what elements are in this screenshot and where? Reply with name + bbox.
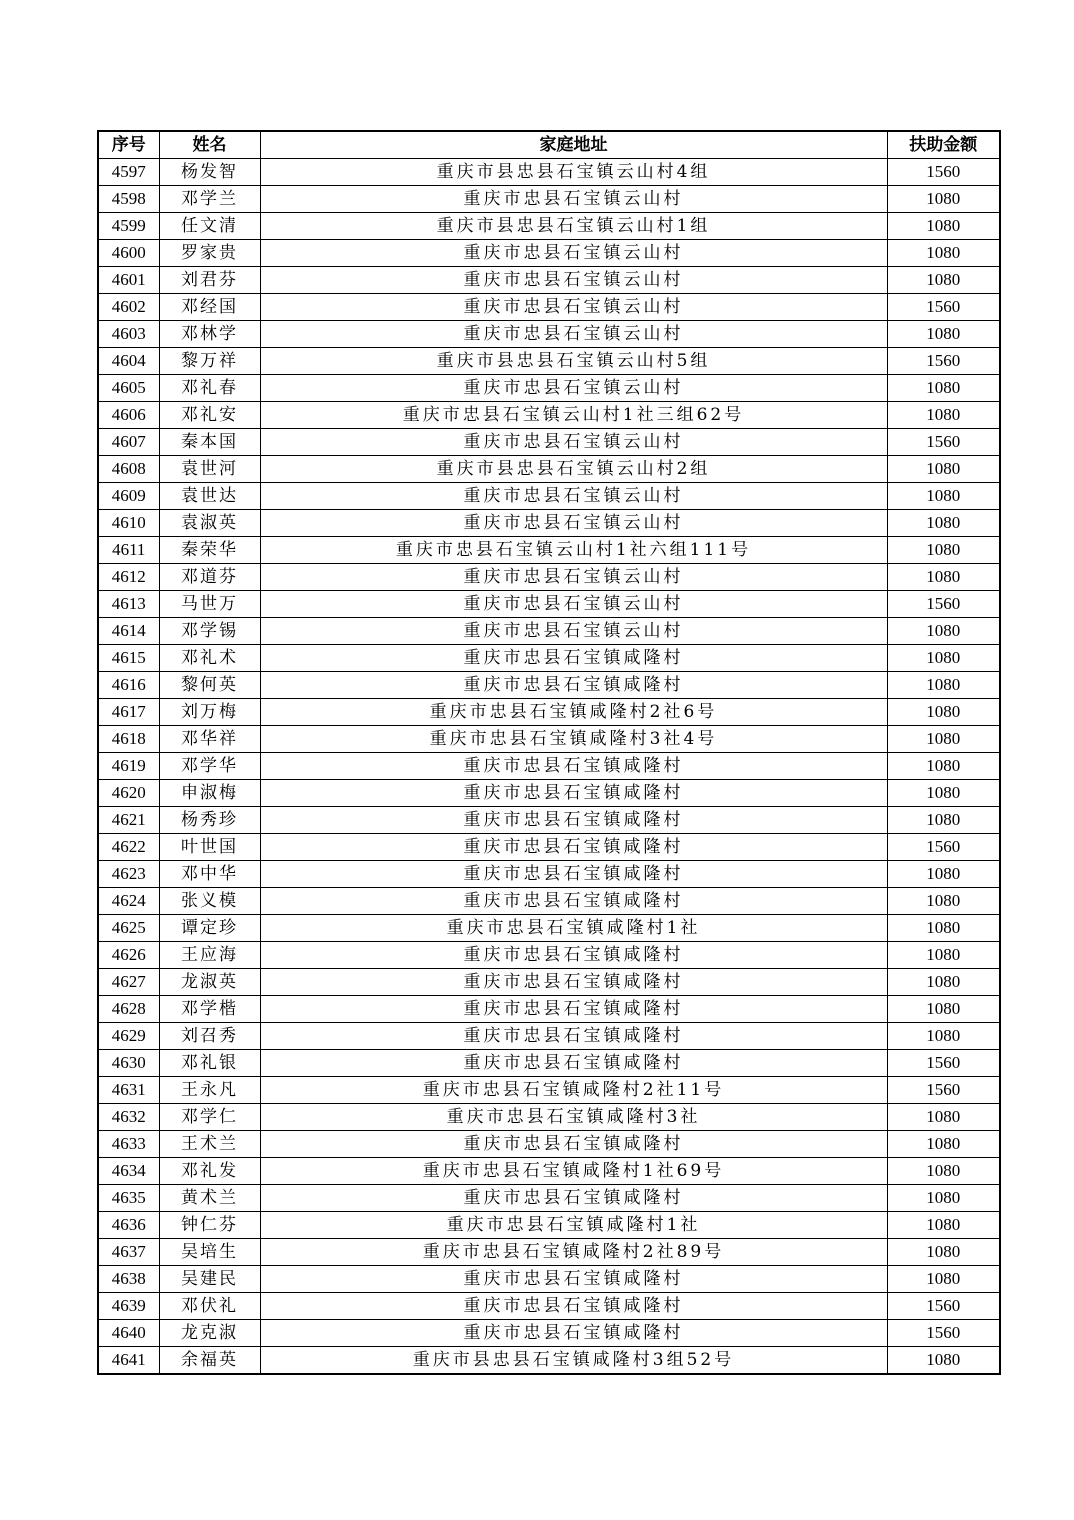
name-cell: 叶世国: [159, 834, 260, 861]
table-row: [98, 213, 1000, 240]
header-row: [98, 131, 1000, 159]
serial-no-cell: 4638: [98, 1266, 159, 1293]
serial-no-cell: 4631: [98, 1077, 159, 1104]
name-cell: 邓道芬: [159, 564, 260, 591]
name-cell: 袁世达: [159, 483, 260, 510]
amount-cell: 1080: [887, 672, 1000, 699]
amount-cell: 1080: [887, 753, 1000, 780]
address-cell: 重庆市忠县石宝镇云山村: [260, 429, 887, 456]
serial-no-cell: 4612: [98, 564, 159, 591]
table-row: [98, 672, 1000, 699]
table-row: [98, 1293, 1000, 1320]
serial-no-cell: 4599: [98, 213, 159, 240]
table-row: [98, 1023, 1000, 1050]
table-row: [98, 618, 1000, 645]
amount-cell: 1080: [887, 1131, 1000, 1158]
address-cell: 重庆市忠县石宝镇咸隆村: [260, 1050, 887, 1077]
address-cell: 重庆市忠县石宝镇咸隆村: [260, 942, 887, 969]
header-home-address: 家庭地址: [260, 131, 887, 159]
amount-cell: 1080: [887, 240, 1000, 267]
header-name: 姓名: [159, 131, 260, 159]
table-row: [98, 915, 1000, 942]
table-row: [98, 645, 1000, 672]
address-cell: 重庆市县忠县石宝镇云山村4组: [260, 159, 887, 186]
amount-cell: 1560: [887, 1320, 1000, 1347]
name-cell: 申淑梅: [159, 780, 260, 807]
address-cell: 重庆市忠县石宝镇咸隆村: [260, 969, 887, 996]
serial-no-cell: 4601: [98, 267, 159, 294]
address-cell: 重庆市忠县石宝镇云山村: [260, 321, 887, 348]
assistance-table: [97, 130, 1001, 1375]
amount-cell: 1080: [887, 969, 1000, 996]
name-cell: 邓经国: [159, 294, 260, 321]
header-assistance-amount: 扶助金额: [887, 131, 1000, 159]
serial-no-cell: 4619: [98, 753, 159, 780]
address-cell: 重庆市忠县石宝镇咸隆村2社89号: [260, 1239, 887, 1266]
name-cell: 龙克淑: [159, 1320, 260, 1347]
address-cell: 重庆市忠县石宝镇云山村: [260, 186, 887, 213]
name-cell: 邓礼春: [159, 375, 260, 402]
header-serial-no: 序号: [98, 131, 159, 159]
address-cell: 重庆市忠县石宝镇咸隆村: [260, 1293, 887, 1320]
table-row: [98, 402, 1000, 429]
amount-cell: 1080: [887, 618, 1000, 645]
name-cell: 杨秀珍: [159, 807, 260, 834]
amount-cell: 1080: [887, 1185, 1000, 1212]
address-cell: 重庆市忠县石宝镇云山村: [260, 591, 887, 618]
address-cell: 重庆市忠县石宝镇咸隆村: [260, 1320, 887, 1347]
name-cell: 刘君芬: [159, 267, 260, 294]
serial-no-cell: 4641: [98, 1347, 159, 1375]
serial-no-cell: 4605: [98, 375, 159, 402]
amount-cell: 1080: [887, 456, 1000, 483]
amount-cell: 1080: [887, 1158, 1000, 1185]
table-row: [98, 1212, 1000, 1239]
amount-cell: 1080: [887, 321, 1000, 348]
name-cell: 刘万梅: [159, 699, 260, 726]
address-cell: 重庆市忠县石宝镇咸隆村3社: [260, 1104, 887, 1131]
amount-cell: 1080: [887, 510, 1000, 537]
address-cell: 重庆市忠县石宝镇咸隆村: [260, 1266, 887, 1293]
amount-cell: 1080: [887, 1347, 1000, 1375]
address-cell: 重庆市县忠县石宝镇咸隆村3组52号: [260, 1347, 887, 1375]
table-row: [98, 186, 1000, 213]
serial-no-cell: 4617: [98, 699, 159, 726]
amount-cell: 1080: [887, 375, 1000, 402]
name-cell: 刘召秀: [159, 1023, 260, 1050]
serial-no-cell: 4636: [98, 1212, 159, 1239]
name-cell: 邓学仁: [159, 1104, 260, 1131]
address-cell: 重庆市忠县石宝镇云山村: [260, 483, 887, 510]
amount-cell: 1080: [887, 942, 1000, 969]
name-cell: 钟仁芬: [159, 1212, 260, 1239]
address-cell: 重庆市忠县石宝镇咸隆村2社11号: [260, 1077, 887, 1104]
amount-cell: 1560: [887, 429, 1000, 456]
serial-no-cell: 4633: [98, 1131, 159, 1158]
serial-no-cell: 4608: [98, 456, 159, 483]
name-cell: 秦本国: [159, 429, 260, 456]
name-cell: 张义模: [159, 888, 260, 915]
table-row: [98, 969, 1000, 996]
address-cell: 重庆市忠县石宝镇云山村: [260, 618, 887, 645]
serial-no-cell: 4634: [98, 1158, 159, 1185]
serial-no-cell: 4615: [98, 645, 159, 672]
table-row: [98, 375, 1000, 402]
address-cell: 重庆市忠县石宝镇咸隆村: [260, 780, 887, 807]
amount-cell: 1080: [887, 726, 1000, 753]
name-cell: 谭定珍: [159, 915, 260, 942]
name-cell: 黎何英: [159, 672, 260, 699]
serial-no-cell: 4620: [98, 780, 159, 807]
address-cell: 重庆市忠县石宝镇咸隆村: [260, 672, 887, 699]
address-cell: 重庆市忠县石宝镇云山村1社三组62号: [260, 402, 887, 429]
name-cell: 王永凡: [159, 1077, 260, 1104]
table-row: [98, 780, 1000, 807]
serial-no-cell: 4603: [98, 321, 159, 348]
address-cell: 重庆市忠县石宝镇咸隆村: [260, 861, 887, 888]
amount-cell: 1080: [887, 1212, 1000, 1239]
name-cell: 秦荣华: [159, 537, 260, 564]
serial-no-cell: 4607: [98, 429, 159, 456]
table-row: [98, 1320, 1000, 1347]
address-cell: 重庆市忠县石宝镇云山村1社六组111号: [260, 537, 887, 564]
amount-cell: 1560: [887, 159, 1000, 186]
table-row: [98, 1050, 1000, 1077]
address-cell: 重庆市忠县石宝镇云山村: [260, 510, 887, 537]
amount-cell: 1080: [887, 780, 1000, 807]
serial-no-cell: 4614: [98, 618, 159, 645]
address-cell: 重庆市县忠县石宝镇云山村5组: [260, 348, 887, 375]
address-cell: 重庆市忠县石宝镇咸隆村: [260, 645, 887, 672]
table-row: [98, 429, 1000, 456]
name-cell: 罗家贵: [159, 240, 260, 267]
table-row: [98, 348, 1000, 375]
address-cell: 重庆市忠县石宝镇咸隆村1社: [260, 1212, 887, 1239]
name-cell: 黄术兰: [159, 1185, 260, 1212]
table-row: [98, 1239, 1000, 1266]
address-cell: 重庆市忠县石宝镇咸隆村: [260, 834, 887, 861]
table-header: [98, 131, 1000, 159]
address-cell: 重庆市忠县石宝镇咸隆村: [260, 1131, 887, 1158]
name-cell: 邓礼发: [159, 1158, 260, 1185]
name-cell: 龙淑英: [159, 969, 260, 996]
serial-no-cell: 4618: [98, 726, 159, 753]
serial-no-cell: 4640: [98, 1320, 159, 1347]
serial-no-cell: 4637: [98, 1239, 159, 1266]
table-row: [98, 159, 1000, 186]
amount-cell: 1080: [887, 213, 1000, 240]
name-cell: 邓礼安: [159, 402, 260, 429]
serial-no-cell: 4629: [98, 1023, 159, 1050]
table-row: [98, 699, 1000, 726]
address-cell: 重庆市县忠县石宝镇云山村2组: [260, 456, 887, 483]
amount-cell: 1080: [887, 807, 1000, 834]
amount-cell: 1560: [887, 591, 1000, 618]
serial-no-cell: 4616: [98, 672, 159, 699]
serial-no-cell: 4627: [98, 969, 159, 996]
serial-no-cell: 4624: [98, 888, 159, 915]
name-cell: 王应海: [159, 942, 260, 969]
name-cell: 余福英: [159, 1347, 260, 1375]
address-cell: 重庆市忠县石宝镇咸隆村: [260, 807, 887, 834]
table-row: [98, 1185, 1000, 1212]
table-row: [98, 726, 1000, 753]
table-body: [98, 159, 1000, 1375]
table-row: [98, 753, 1000, 780]
amount-cell: 1080: [887, 1104, 1000, 1131]
name-cell: 邓学楷: [159, 996, 260, 1023]
address-cell: 重庆市忠县石宝镇咸隆村: [260, 888, 887, 915]
name-cell: 邓学华: [159, 753, 260, 780]
address-cell: 重庆市县忠县石宝镇云山村1组: [260, 213, 887, 240]
amount-cell: 1080: [887, 915, 1000, 942]
serial-no-cell: 4611: [98, 537, 159, 564]
amount-cell: 1080: [887, 645, 1000, 672]
name-cell: 任文清: [159, 213, 260, 240]
serial-no-cell: 4639: [98, 1293, 159, 1320]
address-cell: 重庆市忠县石宝镇咸隆村1社69号: [260, 1158, 887, 1185]
name-cell: 邓学兰: [159, 186, 260, 213]
serial-no-cell: 4606: [98, 402, 159, 429]
serial-no-cell: 4613: [98, 591, 159, 618]
name-cell: 袁世河: [159, 456, 260, 483]
serial-no-cell: 4602: [98, 294, 159, 321]
serial-no-cell: 4632: [98, 1104, 159, 1131]
serial-no-cell: 4597: [98, 159, 159, 186]
table-row: [98, 591, 1000, 618]
serial-no-cell: 4600: [98, 240, 159, 267]
serial-no-cell: 4630: [98, 1050, 159, 1077]
table-row: [98, 1077, 1000, 1104]
name-cell: 邓礼术: [159, 645, 260, 672]
table-row: [98, 807, 1000, 834]
amount-cell: 1560: [887, 1050, 1000, 1077]
address-cell: 重庆市忠县石宝镇咸隆村: [260, 1023, 887, 1050]
table-row: [98, 1104, 1000, 1131]
table-row: [98, 1266, 1000, 1293]
serial-no-cell: 4604: [98, 348, 159, 375]
table-row: [98, 861, 1000, 888]
amount-cell: 1080: [887, 861, 1000, 888]
amount-cell: 1560: [887, 348, 1000, 375]
table-row: [98, 483, 1000, 510]
table-row: [98, 240, 1000, 267]
amount-cell: 1560: [887, 294, 1000, 321]
table-row: [98, 294, 1000, 321]
amount-cell: 1560: [887, 834, 1000, 861]
name-cell: 王术兰: [159, 1131, 260, 1158]
amount-cell: 1080: [887, 564, 1000, 591]
serial-no-cell: 4609: [98, 483, 159, 510]
table-row: [98, 564, 1000, 591]
amount-cell: 1560: [887, 1077, 1000, 1104]
address-cell: 重庆市忠县石宝镇咸隆村2社6号: [260, 699, 887, 726]
name-cell: 袁淑英: [159, 510, 260, 537]
name-cell: 吴建民: [159, 1266, 260, 1293]
amount-cell: 1080: [887, 1023, 1000, 1050]
name-cell: 吴培生: [159, 1239, 260, 1266]
address-cell: 重庆市忠县石宝镇云山村: [260, 240, 887, 267]
address-cell: 重庆市忠县石宝镇咸隆村: [260, 753, 887, 780]
name-cell: 邓礼银: [159, 1050, 260, 1077]
amount-cell: 1080: [887, 483, 1000, 510]
amount-cell: 1080: [887, 537, 1000, 564]
name-cell: 杨发智: [159, 159, 260, 186]
serial-no-cell: 4598: [98, 186, 159, 213]
table-row: [98, 1131, 1000, 1158]
amount-cell: 1080: [887, 402, 1000, 429]
amount-cell: 1080: [887, 996, 1000, 1023]
table-row: [98, 1158, 1000, 1185]
table-row: [98, 942, 1000, 969]
name-cell: 邓华祥: [159, 726, 260, 753]
name-cell: 邓伏礼: [159, 1293, 260, 1320]
amount-cell: 1080: [887, 888, 1000, 915]
address-cell: 重庆市忠县石宝镇云山村: [260, 564, 887, 591]
serial-no-cell: 4622: [98, 834, 159, 861]
address-cell: 重庆市忠县石宝镇云山村: [260, 375, 887, 402]
address-cell: 重庆市忠县石宝镇咸隆村3社4号: [260, 726, 887, 753]
name-cell: 邓学锡: [159, 618, 260, 645]
amount-cell: 1080: [887, 1239, 1000, 1266]
amount-cell: 1560: [887, 1293, 1000, 1320]
amount-cell: 1080: [887, 699, 1000, 726]
address-cell: 重庆市忠县石宝镇咸隆村: [260, 1185, 887, 1212]
amount-cell: 1080: [887, 267, 1000, 294]
name-cell: 邓林学: [159, 321, 260, 348]
serial-no-cell: 4635: [98, 1185, 159, 1212]
name-cell: 马世万: [159, 591, 260, 618]
address-cell: 重庆市忠县石宝镇咸隆村1社: [260, 915, 887, 942]
table-row: [98, 1347, 1000, 1375]
table-row: [98, 834, 1000, 861]
table-row: [98, 510, 1000, 537]
serial-no-cell: 4621: [98, 807, 159, 834]
table-row: [98, 267, 1000, 294]
address-cell: 重庆市忠县石宝镇云山村: [260, 267, 887, 294]
serial-no-cell: 4625: [98, 915, 159, 942]
address-cell: 重庆市忠县石宝镇云山村: [260, 294, 887, 321]
table-row: [98, 888, 1000, 915]
table-row: [98, 996, 1000, 1023]
serial-no-cell: 4623: [98, 861, 159, 888]
table-row: [98, 456, 1000, 483]
amount-cell: 1080: [887, 1266, 1000, 1293]
serial-no-cell: 4626: [98, 942, 159, 969]
amount-cell: 1080: [887, 186, 1000, 213]
table-row: [98, 321, 1000, 348]
table-row: [98, 537, 1000, 564]
serial-no-cell: 4628: [98, 996, 159, 1023]
name-cell: 黎万祥: [159, 348, 260, 375]
name-cell: 邓中华: [159, 861, 260, 888]
serial-no-cell: 4610: [98, 510, 159, 537]
address-cell: 重庆市忠县石宝镇咸隆村: [260, 996, 887, 1023]
